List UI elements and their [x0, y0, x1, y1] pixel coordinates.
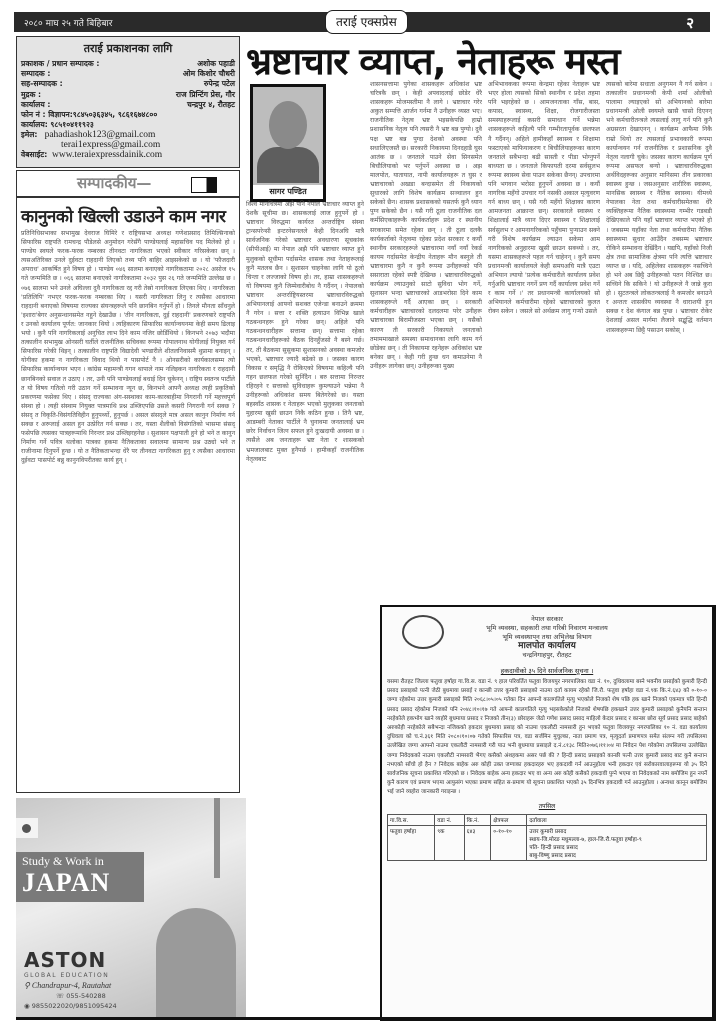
col-header-area: क्षेत्रफल — [491, 814, 527, 825]
cell-plot: ६४३ — [464, 825, 491, 860]
owner-line: बाबु-विष्णु प्रसाद प्रसाद — [529, 852, 576, 859]
col-header-plot: कि.नं. — [464, 814, 491, 825]
phone-icon: ☏ — [56, 992, 67, 1000]
row-label: मुद्रक : — [21, 89, 42, 99]
notice-department: भूमि व्यवस्थापन तथा अभिलेख विभाग — [502, 633, 592, 641]
page-bottom-rule — [16, 1017, 712, 1020]
editorial-header — [16, 170, 240, 197]
col-header-ward: वडा नं. — [435, 814, 464, 825]
owner-line: उत्तर कुमारी प्रसाद — [529, 828, 567, 835]
author-photo — [250, 84, 326, 202]
email-row-2 — [17, 140, 239, 150]
nepal-government-emblem-icon — [402, 615, 444, 649]
pen-icon — [191, 177, 217, 193]
tokyo-tower-image — [214, 798, 220, 878]
editorial-body: प्रतिनिधिसभाका सभामुख देवराज घिमिरे र राष्ट्रियसभा अध्यक्ष गणेशप्रसाद तिमिल्सिनाको सिफारिस राष्ट्रपति रामचन्द्र पौडेलसे अनुमोदन गरेसँगै पाण्डेयलाई महासचिव पद मिलेको हो । पाण्डेय स्वयले फरक-फरक नम्बरका तीनवटा नागरिकता भएको स्वीकार गरिसकेका छन् । त्यसअतिरिक्त उनले दुईवटा राहदानी लिएको तथ्य पनि बाहिर आइसकेको छ । यो 'फौजदारी अपराध' आकर्षित हुने विषय हो । पाण्डेय ०४६ सालमा बनाएको नागरिकतामा २०२८ असोज १५ गते जन्ममिति छ । ०६६ सालमा बनाएको नागरिकतामा २०३२ पुस २६ गते जन्ममिति उल्लेख छ । ०७६ सालमा भने उनले अघिल्ला दुवै नागरिकता रद्द गरी तेस्रो नागरिकता लिएका थिए । नागरिकता 'प्रतिलिपि' नभएर फरक-फरक नम्बरका थिए । यसरी नागरिकता लिनु र त्यसैका आधारमा राहदानी बनाएको विषयमा राज्यका संयन्त्रहरूले पनि छानबिन गर्नुपर्ने हो । तिनले मौनता साँधनुले 'इशारा'बेगर अनुसन्धानसमेत नहुने देखाउँछ । 'तीन नागरिकता, दुई राहदानी' प्रकरणबारे राष्ट्रपति र उनको कार्यालय पूर्णत: जानकार थियो । त्यहिकारण सिफारिस कार्यान्वयनमा केही समय ढिलाइ भयो । कुनै पनि नागरिकलाई अनुचित लाभ दिने काम नजिर छोडिँथियो । किनभने २०७३ भदौमा तत्कालीन सभामुख ओनसरी घर्तीले राजनीतिक सचिवका रूपमा गोपालनाथ योगीलाई नियुक्त गर्न सिफारिस गरेकी थिइन् । तत्कालीन राष्ट्रपति विद्यादेवी भण्डारीले शीतलनिवासमै थुप्रामा बनाइन् । योगीका हकमा न नागरिकता विवाद थियो न पासपोर्ट नै । ओनसरीको कार्यकालसम्म त्यो सिफारिस कार्यान्वयन भएन । कांग्रेस महामन्त्री गगन थापाले नाम नलिइकन नागरिकता र राहदानी छानबिनको सवाल त उठाए । तर, उनी पनि पाण्डेयलाई बधाई दिन चुकेनन् । राष्ट्रिय स्वतन्त्र पार्टीले त यो विषय गतिलो गरी उठान गर्ने सम्भावना न्यून छ, किनभने आफ्नै अध्यक्ष त्यही प्रकृतिको प्रकरणमा फसेका थिए । संसद् राज्यका अंग-सस्थाका काम-कारबाहीमा निगरानी गर्ने महत्त्वपूर्ण संस्था हो । त्यही संस्थाम नियुक्त पात्रमाथि प्रश्न उब्जिएपछि उसले कसरी निगरानी गर्न सक्छ ? संसद् त विकृति-विसंगतिविहीन हुनुपर्थ्यो, हुनुपर्छ । असल संसद्ले मात्र असल कानुन निर्माण गर्न सक्छ र अरूलाई असल हुन उत्प्रेरित गर्न सक्छ । तर, यस्ता शैलीको विसंगतिको भासमा संसद् फसेपछि त्यसका पात्रहरूमाथि निरन्तर प्रश्न उब्जिइरहनेछ । सुशासन पक्षपाती हुने हो भने त कानुन निर्माण गर्ने पवित्र थलोका पात्रका हकमा नैतिकताका सवालमा सामान्य प्रश्न उठ्यो भने त राजीनामा दिनुपर्ने हुन्छ । यो त नैतिकताभन्दा धेरै पर तीनवटा नागरिकता हुनु र त्यसैका आधारमा दुईवटा पासपोर्ट बन्नु कानुनविपरीतका कार्य हुन् । — [21, 230, 235, 465]
email-label: इमेल: — [21, 130, 38, 140]
notice-table-caption: तपसिल — [538, 802, 556, 810]
phone-row — [17, 110, 239, 120]
office-phone-row — [17, 120, 239, 130]
study-japan-advertisement[interactable] — [16, 798, 246, 1020]
public-notice — [380, 605, 716, 1021]
ad-phone1-text: 055-540288 — [66, 992, 106, 1000]
notice-office: मालपोत कार्यालय — [518, 641, 576, 651]
row-label: कार्यालय: ९८५१०४११९२३ — [21, 120, 94, 130]
publisher-info-box — [16, 36, 240, 168]
newspaper-name: तराई एक्सप्रेस — [325, 10, 408, 34]
table-header-row — [388, 814, 707, 825]
co-editor-row — [17, 79, 239, 89]
col-header-owner: दर्तावाला — [527, 814, 707, 825]
ad-address — [24, 981, 111, 990]
email-row — [17, 130, 239, 140]
notice-ministry: भूमि व्यवस्था, सहकारी तथा गरिबी निवारण मन्त्रालय — [486, 624, 608, 632]
cell-area: ०-१०-१० — [491, 825, 527, 860]
photo-caption: सागर पण्डित — [253, 185, 323, 199]
editorial-label: सम्पादकीय— — [77, 174, 152, 192]
ad-brand-logo: ASTON — [24, 948, 107, 972]
cell-ward: ९क — [435, 825, 464, 860]
editorial-title: कानुनको खिल्ली उडाउने काम नगर — [21, 207, 226, 227]
student-photo — [156, 908, 236, 1020]
author-body — [257, 147, 319, 183]
cell-vdc: फतुवा हर्षाहा — [388, 825, 435, 860]
website-link[interactable]: www.teraiexpressdainik.com — [52, 150, 163, 161]
notice-title: हकदावीको ३५ दिने सार्वजनिक सूचना । — [500, 667, 594, 675]
row-label: कार्यालय : — [21, 99, 51, 109]
main-headline: भ्रष्टाचार व्याप्त, नेताहरू मस्त — [246, 40, 620, 83]
article-column-2: शासनसत्तामा पुगेका शासकहरू अधिकांश भ्रष्ट चरित्रकै छन् । केही अपवादलाई छोडेर धेरै शासकहरू मोजमस्तीमा नै लागे । भ्रष्टाचार गरेर अकुत सम्पत्ति आर्जन गर्नमा नै उनीहरू व्यस्त भए। राजनीतिक नेतृत्व भ्रष्ट भइसकेपछि हाम्रो प्रशासनिक नेतृत्व पनि त्यसरी नै भ्रष्ट बन्न पुग्यो। दुवै पक्ष भ्रष्ट बन्न पुग्दा देशको अवस्था पनि सधालिएजस्तै छ। सरकारी निकायमा दिनदहाडै घुस आतंक छ । जनताले पाउने सेवा सिनसमेत बिचौलियाको भर पर्नुपर्ने अवस्था छ । अझ मालपोत, यातायात, नापी कार्यालयहरू त घुस र भ्रष्टाचारको अखडा बन्दासमेत ती निकायको सुधारको लागि विशेष कार्यक्रम सञ्चालन हुन सकेको छैन। शासक प्रशासकको यसतर्फ कुनै ध्यान पुग्न सकेको छैन । यसै गरी ठूला राजनीतिक दल कर्मसिएकाहरूकै कार्यकर्ताहरू प्रदेश र स्थानीय सरकारमा समेत रहेका छन् । ती ठूला दलकै कार्यकर्ताको नेतृत्वमा रहेका प्रदेश सरकार र कयौं स्थानीय सरकारहरूले भ्रष्टाचारमा नयाँ नयाँ रेकर्ड कायम गर्दासमेत केन्द्रीय नेताहरू मौन बस्नुले ती भ्रष्टाचारमा कुनै न कुनै रूपमा उनीहरूको पनि ससाराता रहेको स्पष्टै देखिन्छ । भ्रष्टाचारविरुद्धको कार्यक्रम ल्याउनुको साटो सुविधा भोग गर्ने, सुशासन भन्दा भ्रष्टाचारको आडभरोसा दिने काम शासकहरूले गर्दै आएका छन् । सरकारी कर्मचारीहरू भ्रष्टाचारको दलदलमा परेर उनीहरू भ्रष्टाचारका बिरामीजस्ता भएका छन् । यसैको कारण ती सरकारी निकायले जनताको तमाममाखाले समस्या समाधानका लागि काम गर्न छोडेका छन् । ती निकायमा रहनेहरू अधिकांश भ्रष्ट बनेका छन् । केही गरी हुन्छ धन कमाउनेमा नै उनीहरू लागेका छन्। उनीहरूका मुख्य — [370, 81, 482, 370]
article-column-1: विश्व मानचित्रमा अझै पनि नेपाल भ्रष्टाचार व्याप्त हुने देशकै सूचीमा छ। शासकलाई लाज हुनुपर्ने हो । भ्रष्टाचार विरुद्धमा कार्यरत अन्तर्राष्ट्रिय संस्था ट्रान्सपरेन्सी इन्टरनेसनलले केही दिनअघि मात्रै सार्वजनिक गरेको भ्रष्टाचार अवधारणा सूचकांक (सीपीआई) मा नेपाल अझै पनि भ्रष्टाचार व्याप्त हुने मुलुकको सूचीमा पर्दासमेत शासक तथा नेताहरूलाई कुनै मतलब छैन । सुशासन चाहनेका लागि यो ठूलो चिन्ता र लज्जाको विषय हो। तर, हाम्रा शासकहरूले यो विषयमा कुनै जिम्मेवारीबोध नै गर्दैनन् । नेपालको भ्रष्टाचार अन्तर्राष्ट्रियस्तरमा भ्रष्टाचारविरुद्धको अभियानलाई आफ्नो सशक्त एजेन्डा बनाउने क्रममा नै गरेन । सत्ता र शक्ति हत्याउन विभिन्न खाले गठबन्धनहरू हुने गरेका छन्। अहिले पनि गठबन्धनधारीहरू सत्तामा छन्। सत्तामा रहेका गठबन्धनधारीहरूको बैठक दिनहुँजसो नै बस्ने गर्छ। तर, ती बैठकमा सुसुकमा सुशासनको अवस्था कमजोर भएको, भ्रष्टाचार ज्यादै बढेको छ । जसका कारण विकास र समृद्धि नै रोकिएको विषयमा कहिल्यै पनि गहन छलफल गरेको सुनिँदैन । बरु सत्तामा निरन्तर रहिरहने र सत्ताको सुविधाहरू कुम्ल्याउने भन्नेमा नै उनीहरूको अधिकांश समय बितेगरेको छ। यस्ता बहस्वाँठ शासक र नेताहरू भएको मुलुकका जनताको मुहारमा खुसी छाउन निकै कठिन हुन्छ । तिनै भ्रष्ट, आडम्बरी नेताका पार्टीले नै चुनावमा जनतालाई भ्रम छरेर निर्वाचन जित्न सफल हुने दुःखदायी अवस्था छ । त्यसैले अब जनताहरू भ्रष्ट नेता र शासकको भ्रमजालबाट मुक्त हुनैपर्छ । हामीकहाँ राजनीतिक नेतृत्वबाट — [246, 201, 364, 463]
row-value: चन्द्रपुर ४, रौतहट — [186, 99, 235, 109]
printer-row — [17, 90, 239, 100]
office-row — [17, 100, 239, 110]
notice-body: यसमा रौतहट जिल्ला फतुवा हर्षाहा गा.वि.स. वडा नं. ९ हाल परिवर्तित फतुवा विजयपुर नगरपालिका वडा नं. १०, दुधिवलामा बस्ने भवनीय प्रसाईको कुमारी हिन्दी प्रसाद प्रसाइको पत्नी जेठी बुधमाया प्रसाई र कान्छी उत्तर कुमारी प्रसाइको नाउमा दर्ता कायम रहेको जि.रौ. फतुवा हर्षाहा वडा नं.९क कि.नं.६४३ को ०-१०-० जग्गा रहेकोमा उत्तर कुमारी प्रसाइको मिति २०६८।०५।०५ गतेका दिन आफ्नो कालगतिले मृत्यु भएकोले निजको शेष पछि हक खाने निजको एकमात्र पति हिन्दी प्रसाद प्रसाद रहेकोमा निजको पनि २०४८।१०।१७ गते आफ्नो कालगतिले मृत्यु भइसकेकोले निजको शेषपछि हकखाने उत्तर कुमारी प्रसाइको कुनैपनि सन्तान नरहेकोले हकभोग खाने व्यहोरे बुधमाया प्रसाद र निजको तीन(३) छोराहरू जेठो गणेश प्रसाद प्रसाद माहिलो केदार प्रसाद र कान्छा छोरा सूर्य प्रसाद प्रसाद बाहेको अरुकोही नरहेकोले सबैभन्दा नजिकको हकदार बुधमाया प्रसाइ को नाउमा एकलौटी नामसारी हुन भएको फतुवा विजयपुर नगरपालिका १० नं. वडा कार्यालय दुधिवला को च.नं.३६१ मिति २०८०।१०।०७ गतेको सिफारिस पत्र, वडा सर्जमिन मुचुल्का, नाता प्रमाण पत्र, मृत्युदर्ता प्रमाणपत्र समेत संलग्न गरी तपसिलमा उल्लेखित जग्गा आफ्नो नाउमा एकलौटी नामसारी गरी पाउ भनी बुधमाया प्रसाइले द.नं.८१३८ मिति२०७६।११।०४ मा निवेदन पेश गरेकोमा तपसिलमा उल्लेखित जग्गा निवेदकको नाउमा एकलौटी नामसारी भैगए कसैको अंशहकमा असर पर्छ की ? हिन्दी प्रसाद प्रसाइको कान्छी पत्नी उत्तर कुमारी प्रसाद बाट कुनै सन्तान नभएको साँचो हो हैन ? निवेदक बाहेक अरु कोही उक्त जग्गाका हकदारहरु भए हकदावी गर्न आउनुहोला भनी हकदार एवं सरोकारवालाहरूमा यो ३५ दिने सार्वजनिक सूचना प्रकाशित गरिएको छ । निवेदक बाहेक अन्य हकदार भए वा अन्य अरु कोही कसैको हकदावी पुग्ने भएमा वा निवेदकको नाम बमोजिम हुन नपर्ने कुनै कारण एवं प्रमाण भएमा आफुसंग भएका प्रमाण सहित स-प्रमाण यो सूचना प्रकाशित भएको ३५ दिनभित्र हकदावी गर्न आउनुहोला । अन्यथा कानून बमोजिम भई जाने व्यहोरा जानकारी गराइन्छ । — [387, 679, 707, 796]
row-label: प्रकाशक / प्रधान सम्पादक : — [21, 59, 100, 68]
author-face — [269, 101, 307, 149]
ad-line2: JAPAN — [22, 868, 111, 897]
ad-phone1 — [56, 992, 106, 1000]
row-value: अशोक पहाडी — [197, 59, 235, 68]
article-column-3: अभिभावकका रूपमा केन्द्रमा रहेका नेताहरू भ्रष्ट भएर होला त्यसको सिको स्थानीय र प्रदेश तहमा पनि भइरहेको छ । आमजनताका गाँस, बास, कपास, स्वास्थ्य, शिक्षा, रोजगारीजस्ता समस्याहरूलाई कसरी समाधान गर्ने भन्नेमा शासकहरूले कहिल्यै पनि गम्भीरतापूर्वक छलफल नै गर्दैनन्। अहिले हामीकहाँ स्वास्थ्य र शिक्षामा फस्टाएको माफियाकरण र बिचौलियाहरूका कारण जनताले सबैभन्दा बढी सास्ती र पीडा भोग्नुपर्ने बाध्यता छ । जनताले किफायती दरमा सर्वसुलभ रूपमा स्वास्थ्य सेवा पाउन सकेका छैनन्। उपचारमा पनि भगवान भरोसा हुनुपर्ने अवस्था छ । कयौं नागरिक महँगो उपचार गर्न नसकी अकाल मृत्युवरण गर्न बाध्य छन् । यसै गरी महँगो शिक्षाका कारण आमजनता आक्रान्त छन्। सरकारले स्वास्थ्य र शिक्षालाई मात्रै ध्यान दिएर स्वास्थ्य र शिक्षालाई सर्वसुलभ र आमनागरिकको पहुँचमा पुऱ्याउन सक्ने गरी विशेष कार्यक्रम ल्याउन सकेमा आम नागरिकको अनुहारमा खुसी छाउन सक्थ्यो । तर, यसमा शासकहरूले पहल गर्न चाहेनन् । कुनै समय प्रधानमन्त्री कार्यालयले केही समयअघि मात्रै एउटा अभियान ल्यायो 'प्रत्येक कर्मचारीले कार्यालय प्रवेश गर्नुअघि भ्रष्टाचार नगर्ने प्रण गर्दै कार्यालय प्रवेश गर्ने र काम गर्ने ।' तर प्रधानमन्त्री कार्यालयको सो अभियानले कर्मचारीमा रहेको भ्रष्टाचारको कुलत रोक्न सकेन । जसले सो अर्थक्रम लागु गऱ्यो उसले — [488, 81, 600, 316]
row-label: फोन नं : विज्ञापन:९८४५०३६३४५, ९८६१६७४८०० — [21, 110, 158, 120]
email-link[interactable]: pahadiashok123@gmail.com — [44, 130, 156, 141]
row-value: राज प्रिन्टिंग प्रेस, गौर — [175, 89, 235, 99]
page-header-bar — [14, 12, 710, 32]
owner-line: पति- हिन्दी प्रसाद प्रसाद — [529, 844, 578, 851]
location-pin-icon: ⚲ — [24, 981, 32, 990]
publisher-box-title: तराई प्रकाशनका लागि — [83, 42, 173, 55]
cell-owner — [527, 825, 707, 860]
table-row — [388, 825, 707, 860]
email-link[interactable]: terai1express@gmail.com — [61, 140, 161, 151]
row-value: ओम किशोर चौधरी — [182, 69, 235, 79]
ad-phone2-text: 9855022020/9851095424 — [31, 1002, 117, 1010]
owner-line: स्थाय-जि.मोरङ मधुमल्ला-७, हाल-जि.रौ.फतुवा हर्षाहा-९ — [529, 836, 642, 843]
page-number: २ — [686, 14, 694, 32]
row-value: रुपेन्द्र पटेल — [203, 79, 235, 89]
notice-table — [387, 814, 707, 861]
row-label: सह-सम्पादक : — [21, 79, 63, 89]
ad-phone2 — [24, 1002, 117, 1010]
editorial-box — [16, 196, 240, 793]
editor-row — [17, 69, 239, 79]
notice-gov: नेपाल सरकार — [531, 615, 563, 623]
ad-line1: Study & Work in — [22, 854, 104, 868]
ad-title-band — [16, 852, 144, 902]
notice-location: चन्द्रनिगाहपुर, रौतहट — [522, 651, 572, 659]
issue-date: २०८० माघ २५ गते बिहिबार — [24, 19, 113, 29]
ad-address-text: Chandrapur-4, Rautahat — [31, 981, 112, 990]
col-header-vdc: गा.वि.स. — [388, 814, 435, 825]
ad-tagline: GLOBAL EDUCATION — [24, 972, 110, 979]
mobile-icon: ◉ — [24, 1002, 32, 1010]
publisher-row — [17, 59, 239, 69]
japan-flag-icon — [16, 818, 38, 838]
website-row — [17, 150, 239, 160]
website-label: वेबसाईट: — [21, 150, 48, 160]
article-column-4: त्यसको बारेमा सधाता अनुगमन नै गर्न सकेन । तत्कालीन प्रधानमन्त्री केपी शर्मा ओलीको पालामा ल्याइएको सो अभियानको बारेमा प्रधानमन्त्री ओली स्वयम्ले खासै चासो दिएनन् भने कर्मचारीतन्त्रले त्यसलाई लागु गर्न पनि कुनै अग्रसरता देखाएनन् । कार्यक्रम आफैमा निकै राम्रो थियो तर त्यसलाई प्रभावकारी रूपमा कार्यान्वयन गर्न राजनीतिक र प्रशासनिक दुवै नेतृत्व नलागी चुके। जसका कारण कार्यक्रम पूर्ण रूपमा असफल बन्यो । भ्रष्टाचारविरुद्धका अर्थविदहरूका अनुसार मानिसमा तीन प्रकारका स्वास्थ्य हुन्छ । जसअनुसार शारीरिक स्वास्थ्य, मानसिक स्वास्थ्य र नैतिक स्वास्थ्य। यीमध्ये नेपालका नेता तथा कर्मचारीसमेतका धेरै व्यक्तिहरूमा नैतिक स्वास्थ्यमा गम्भीर गडबडी देखिएकाले पनि यहाँ भ्रष्टाचार व्याप्त भएको हो । जबसम्म यहाँका नेता तथा कर्मचारीमा नैतिक स्वास्थ्यमा सुधार आउँदैन तबसम्म भ्रष्टाचार रोकिने सम्भावना देखिँदैन । यद्यपि, यहाँको निजी क्षेत्र तथा सामाजिक क्षेत्रमा पनि त्यत्ति भ्रष्टाचार व्याप्त छ । यदि, अहिलेका शासकहरू नसच्चिने हो भने अब छिट्टै उनीहरूको पतन निश्चित छ। सच्चिने कि सकिने ! यो उनीहरूले नै जान्ने कुरा हो । सुटतन्त्रले लोकतन्त्रलाई नै कमजोर बनाउने र अन्ततः शासकीय व्यवस्था नै धाराशयी हुन सक्छ र देश कंगाल बन्न पुग्छ । भ्रष्टाचार रोकेर देशलाई असल मार्गमा लैजाने सद्बुद्धि वर्तमान शासकहरूमा छिट्टै पसाउन सकोस् । — [606, 81, 712, 334]
row-label: सम्पादक : — [21, 69, 51, 79]
